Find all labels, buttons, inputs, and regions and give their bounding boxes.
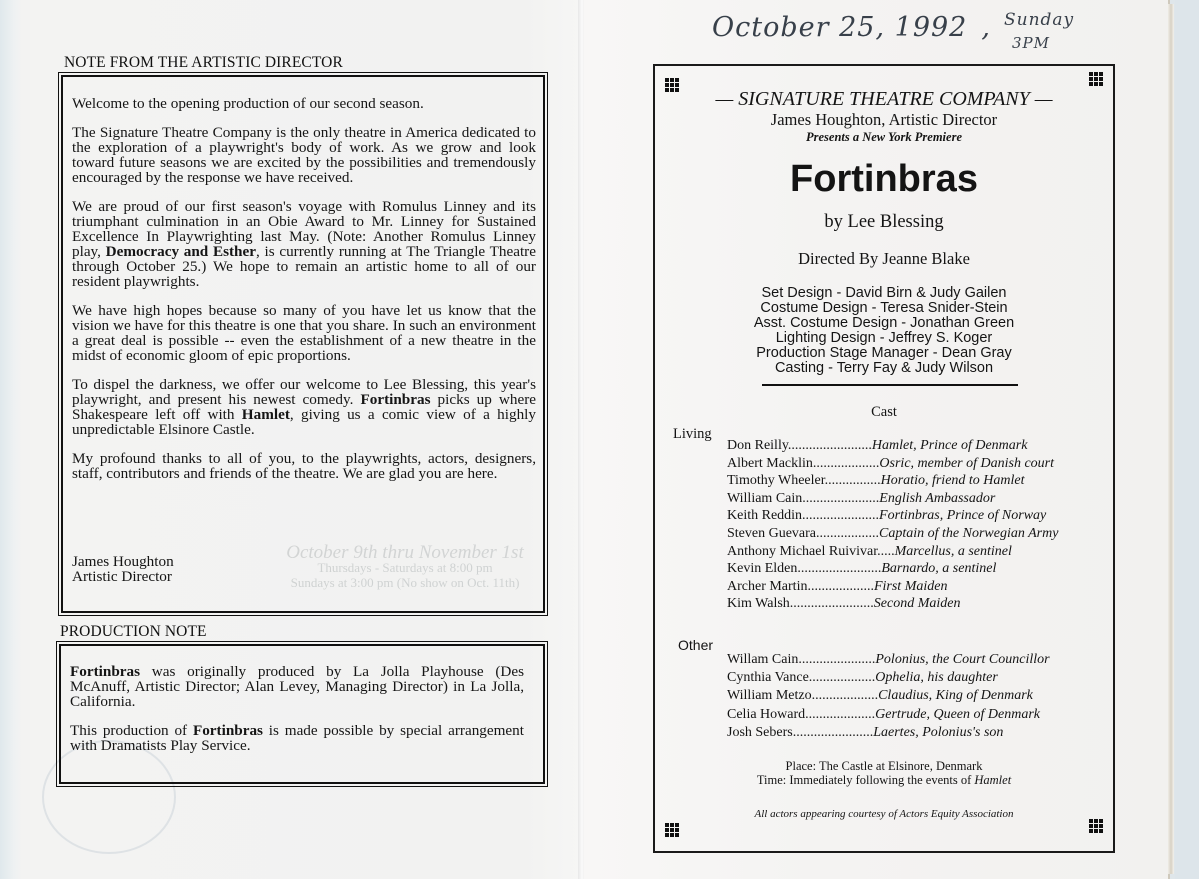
text-run: Welcome to the opening production of our second season. — [72, 95, 424, 112]
credit-line: Production Stage Manager - Dean Gray — [756, 345, 1012, 361]
production-paragraph — [70, 723, 524, 753]
design-credits — [655, 286, 1113, 376]
actor-name: Steven Guevara.................. — [727, 526, 880, 541]
cast-row — [727, 651, 1050, 668]
artistic-director-line: James Houghton, Artistic Director — [770, 110, 998, 129]
character-role: English Ambassador — [879, 490, 996, 506]
place-time — [655, 759, 1113, 787]
actor-name: Don Reilly........................ — [727, 438, 872, 453]
place-line: Place: The Castle at Elsinore, Denmark — [785, 759, 983, 773]
directed-by-line: Directed By Jeanne Blake — [798, 249, 970, 268]
cast-row — [727, 490, 995, 507]
text-run: We have high hopes because so many of you have let us know that the vision we have for this theatre is one that you share. In such an environment a great deal is possible -- even the establishment of a new theatre in the midst of economic gloom of epic proportions. — [72, 302, 536, 364]
cast-group-other: Other — [678, 637, 714, 653]
actor-name: Josh Sebers....................... — [727, 724, 874, 740]
director-note-body — [72, 96, 536, 495]
left-page — [0, 0, 582, 879]
director-note-heading: NOTE FROM THE ARTISTIC DIRECTOR — [64, 54, 343, 71]
handwritten-separator: , — [981, 12, 991, 43]
equity-courtesy: All actors appearing courtesy of Actors Equity Association — [754, 808, 1014, 820]
cast-row — [727, 595, 960, 612]
cast-row — [727, 578, 947, 595]
credit-line: Lighting Design - Jeffrey S. Koger — [775, 330, 993, 346]
cast-row — [727, 560, 996, 577]
cast-row — [727, 669, 998, 686]
text-run: This production of — [70, 722, 193, 739]
text-run: We are proud of our first season's voyage with Romulus Linney and its triumphant culmination in an Obie Award to Mr. Linney for Sustained Excellence In Playwrighting last May. (Note: Another Romulus Linney play, — [72, 198, 536, 260]
presents-line: Presents a New York Premiere — [805, 130, 962, 144]
cast-row — [727, 525, 1058, 542]
character-role: Captain of the Norwegian Army — [879, 526, 1059, 541]
actor-name: Cynthia Vance................... — [727, 670, 876, 686]
actor-name: Kim Walsh........................ — [727, 596, 874, 612]
cast-group-living: Living — [673, 426, 712, 442]
text-run: picks up where Shakespeare left off with — [72, 391, 536, 423]
character-role: Marcellus, a sentinel — [894, 543, 1012, 559]
signature-name: James Houghton — [72, 553, 174, 570]
director-paragraph — [72, 303, 536, 363]
dot-grid-ornament-icon — [1089, 72, 1103, 86]
credit-line: Set Design - David Birn & Judy Gailen — [761, 285, 1007, 301]
text-run: My profound thanks to all of you, to the playwrights, actors, designers, staff, contributors and friends of the theatre. We are glad you are here. — [72, 450, 536, 482]
signature-title: Artistic Director — [72, 568, 172, 585]
handwritten-date-text: October 25, 1992 — [712, 12, 968, 43]
page-edges — [1168, 4, 1174, 874]
dot-grid-ornament-icon — [665, 823, 679, 837]
cast-row — [727, 507, 1046, 524]
cast-row — [727, 724, 1003, 741]
director-paragraph — [72, 96, 536, 111]
credit-line: Asst. Costume Design - Jonathan Green — [753, 315, 1015, 331]
actor-name: William Metzo................... — [727, 688, 879, 704]
character-role: Osric, member of Danish court — [879, 455, 1055, 471]
bold-title: Hamlet — [241, 406, 290, 423]
director-signature — [72, 554, 174, 584]
production-note-heading: PRODUCTION NOTE — [60, 623, 207, 640]
bold-title: Fortinbras — [192, 722, 263, 739]
bleed-line: Sundays at 3:00 pm (No show on Oct. 11th) — [290, 575, 520, 590]
time-line — [655, 773, 1113, 787]
play-title: Fortinbras — [790, 158, 978, 200]
cast-row — [727, 543, 1012, 560]
actor-name: Archer Martin................... — [727, 578, 874, 594]
production-note-body — [70, 664, 524, 767]
actor-name: Keith Reddin...................... — [727, 508, 880, 524]
cast-row — [727, 472, 1025, 489]
text-run: The Signature Theatre Company is the only theatre in America dedicated to the exploration of a playwright's body of work. As we grow and look toward future seasons we are excited by the possibilities and tremendously encouraged by the response we have received. — [72, 124, 536, 186]
character-role: First Maiden — [873, 578, 948, 594]
actor-name: William Cain...................... — [727, 490, 880, 506]
director-paragraph — [72, 377, 536, 437]
time-prefix: Time: Immediately following the events of — [756, 773, 975, 787]
cast-row — [727, 687, 1033, 704]
character-role: Laertes, Polonius's son — [873, 724, 1004, 740]
character-role: Polonius, the Court Councillor — [875, 652, 1050, 667]
cast-row — [727, 455, 1054, 472]
text-run: , giving us a comic view of a highly unpredictable Elsinore Castle. — [72, 406, 536, 438]
character-role: Barnardo, a sentinel — [881, 561, 997, 577]
credit-line: Casting - Terry Fay & Judy Wilson — [774, 360, 994, 376]
company-name: — SIGNATURE THEATRE COMPANY — — [715, 88, 1053, 110]
bleed-line: October 9th thru November 1st — [286, 542, 524, 563]
cast-row — [727, 706, 1040, 723]
text-run: , is currently running at The Triangle Theatre through October 25.) We hope to remain an artistic home to all of our resident playwrights. — [72, 243, 536, 290]
character-role: Hamlet, Prince of Denmark — [871, 438, 1028, 453]
cast-row — [727, 437, 1027, 454]
handwritten-day: Sunday — [1004, 10, 1075, 30]
text-run: was originally produced by La Jolla Playhouse (Des McAnuff, Artistic Director; Alan Levey, Managing Director) in La Jolla, California. — [70, 663, 524, 710]
credit-line: Costume Design - Teresa Snider-Stein — [760, 300, 1008, 316]
character-role: Fortinbras, Prince of Norway — [879, 508, 1047, 524]
playwright-line: by Lee Blessing — [824, 212, 944, 232]
production-paragraph — [70, 664, 524, 709]
actor-name: Timothy Wheeler................ — [727, 473, 881, 489]
actor-name: Kevin Elden........................ — [727, 561, 882, 577]
bold-title: Fortinbras — [360, 391, 431, 408]
actor-name: Willam Cain...................... — [727, 652, 876, 667]
divider-rule — [762, 384, 1018, 386]
director-paragraph — [72, 451, 536, 481]
bleed-line: Thursdays - Saturdays at 8:00 pm — [317, 560, 493, 575]
bold-title: Fortinbras — [70, 663, 141, 680]
actor-name: Albert Macklin................... — [727, 455, 880, 471]
director-paragraph — [72, 199, 536, 289]
character-role: Ophelia, his daughter — [875, 670, 998, 686]
dot-grid-ornament-icon — [1089, 819, 1103, 833]
cast-heading: Cast — [871, 404, 897, 420]
character-role: Second Maiden — [873, 596, 961, 612]
text-run: is made possible by special arrangement with Dramatists Play Service. — [70, 722, 524, 754]
handwritten-date — [712, 12, 991, 43]
handwritten-time: 3PM — [1012, 34, 1050, 52]
actor-name: Celia Howard.................... — [727, 706, 876, 722]
background — [1175, 0, 1199, 879]
time-work: Hamlet — [974, 773, 1012, 787]
character-role: Horatio, friend to Hamlet — [880, 473, 1025, 489]
actor-name: Anthony Michael Ruivivar..... — [727, 543, 895, 559]
character-role: Gertrude, Queen of Denmark — [875, 706, 1041, 722]
text-run: To dispel the darkness, we offer our welcome to Lee Blessing, this year's playwright, and present his newest comedy. — [72, 376, 536, 408]
bold-title: Democracy and Esther — [105, 243, 256, 260]
character-role: Claudius, King of Denmark — [878, 688, 1033, 704]
director-paragraph — [72, 125, 536, 185]
